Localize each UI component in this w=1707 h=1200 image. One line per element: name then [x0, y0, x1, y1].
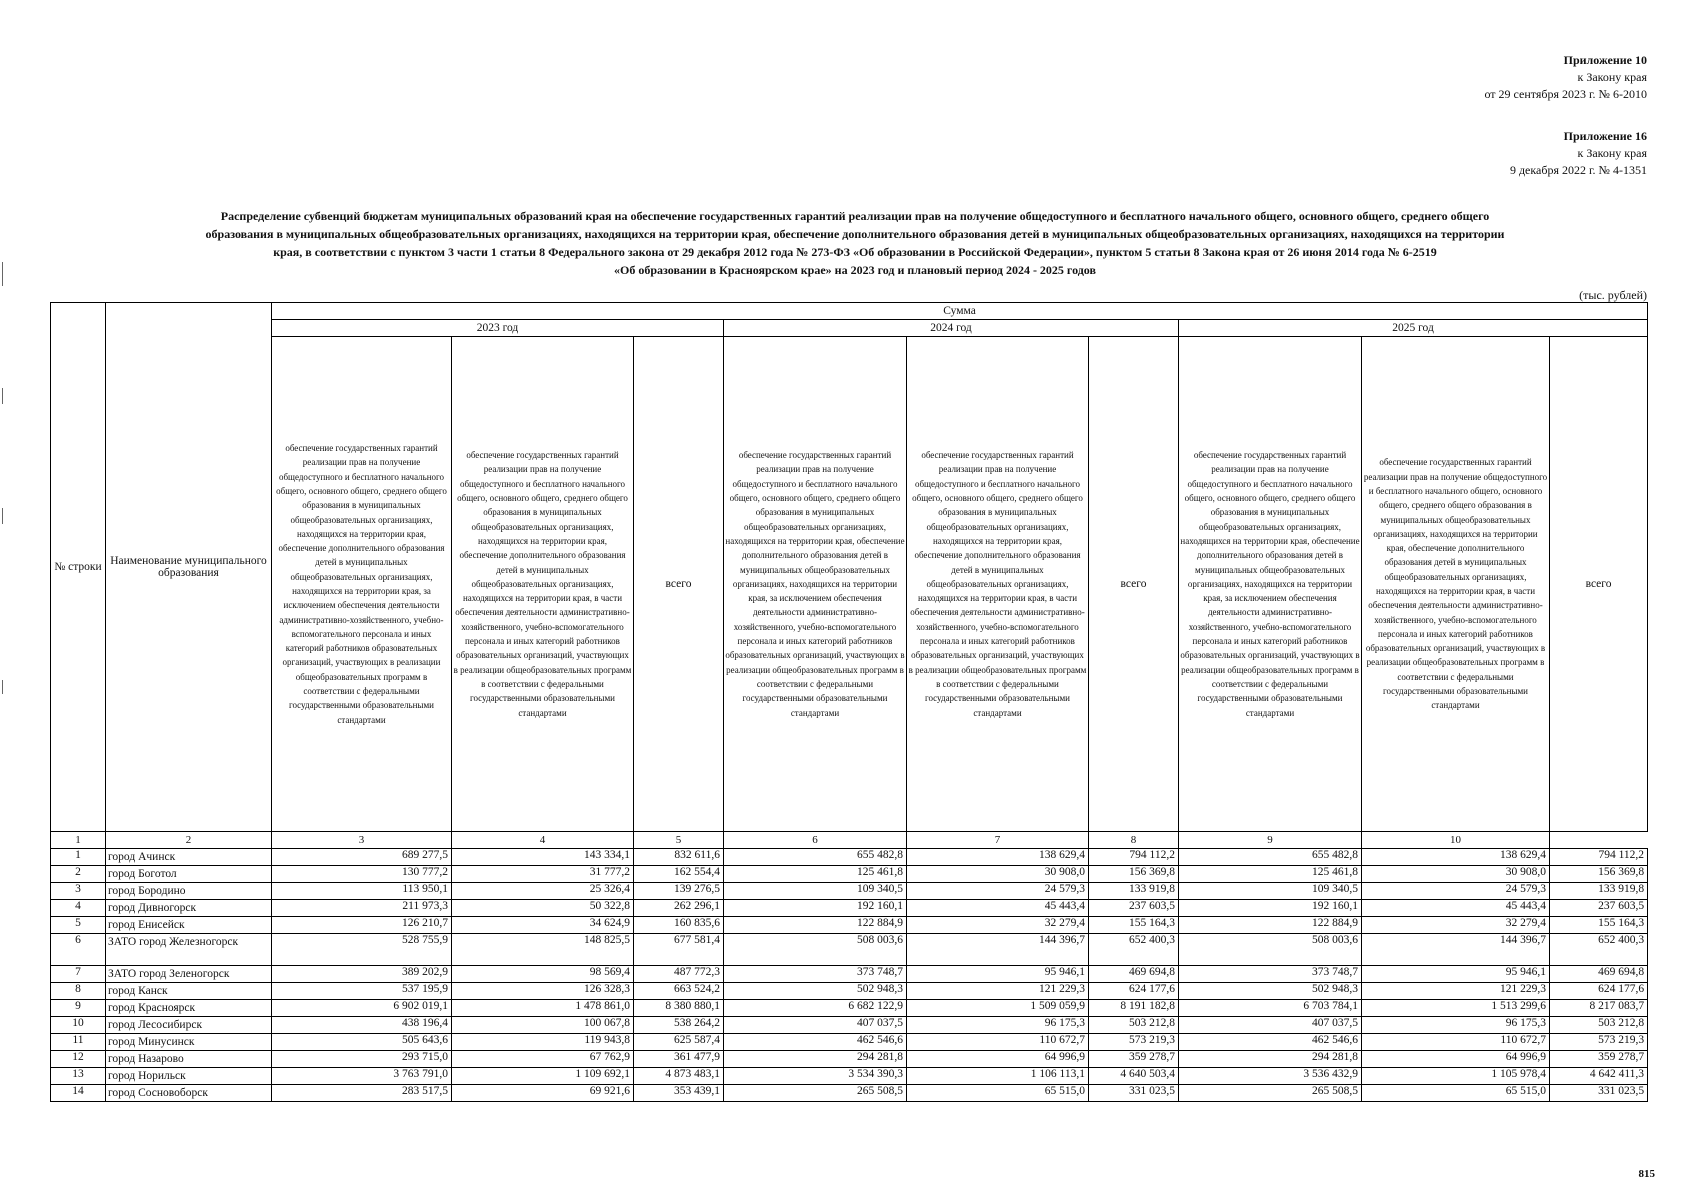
amount-cell: 502 948,3 — [724, 983, 907, 1000]
amount-cell: 95 946,1 — [1362, 966, 1550, 983]
header-total: всего — [634, 337, 724, 832]
amount-cell: 389 202,9 — [272, 966, 452, 983]
municipality-name-cell: город Дивногорск — [106, 900, 272, 917]
header-municipality-name: Наименование муниципального образования — [106, 303, 272, 832]
units-label: (тыс. рублей) — [1579, 288, 1647, 302]
table-row — [51, 1017, 1648, 1034]
amount-cell: 138 629,4 — [907, 849, 1089, 866]
amount-cell: 192 160,1 — [1179, 900, 1362, 917]
amount-cell: 655 482,8 — [724, 849, 907, 866]
scan-margin-mark — [2, 680, 3, 694]
amount-cell: 4 640 503,4 — [1089, 1068, 1179, 1085]
amount-cell: 24 579,3 — [907, 883, 1089, 900]
amount-cell: 8 380 880,1 — [634, 1000, 724, 1017]
amount-cell: 663 524,2 — [634, 983, 724, 1000]
amount-cell: 283 517,5 — [272, 1085, 452, 1102]
amount-cell: 122 884,9 — [724, 917, 907, 934]
header-desc-partial: обеспечение государственных гарантий реализации прав на получение общедоступного и бесплатного начального общего, основного общего, среднего общего образования в муниципальных общеобразовательных организациях, находящихся на территории края, обеспечение дополнительного образования детей в муниципальных общеобразовательных организациях, находящихся на территории края, в части обеспечения деятельности административно-хозяйственного, учебно-вспомогательного персонала и иных категорий работников образовательных организаций, участвующих в реализации общеобразовательных программ в соответствии с федеральными государственными образовательными стандартами — [1362, 337, 1550, 832]
appendix-title: Приложение 16 — [1563, 129, 1647, 143]
table-row — [51, 866, 1648, 883]
amount-cell: 155 164,3 — [1550, 917, 1648, 934]
header-total: всего — [1550, 337, 1648, 832]
amount-cell: 528 755,9 — [272, 934, 452, 966]
appendix-date: от 29 сентября 2023 г. № 6-2010 — [1484, 87, 1647, 101]
amount-cell: 832 611,6 — [634, 849, 724, 866]
header-year-2024: 2024 год — [724, 320, 1179, 337]
amount-cell: 794 112,2 — [1089, 849, 1179, 866]
amount-cell: 1 106 113,1 — [907, 1068, 1089, 1085]
municipality-name-cell: город Лесосибирск — [106, 1017, 272, 1034]
appendix-law-ref: к Закону края — [1577, 146, 1647, 160]
header-desc-excluding: обеспечение государственных гарантий реализации прав на получение общедоступного и бесплатного начального общего, основного общего, среднего общего образования в муниципальных общеобразовательных организациях, находящихся на территории края, обеспечение дополнительного образования детей в муниципальных общеобразовательных организациях, находящихся на территории края, за исключением обеспечения деятельности административно-хозяйственного, учебно-вспомогательного персонала и иных категорий работников образовательных организаций, участвующих в реализации общеобразовательных программ в соответствии с федеральными государственными образовательными стандартами — [272, 337, 452, 832]
amount-cell: 537 195,9 — [272, 983, 452, 1000]
amount-cell: 96 175,3 — [1362, 1017, 1550, 1034]
amount-cell: 64 996,9 — [1362, 1051, 1550, 1068]
table-row — [51, 1051, 1648, 1068]
amount-cell: 1 513 299,6 — [1362, 1000, 1550, 1017]
amount-cell: 487 772,3 — [634, 966, 724, 983]
amount-cell: 133 919,8 — [1089, 883, 1179, 900]
amount-cell: 95 946,1 — [907, 966, 1089, 983]
table-row — [51, 883, 1648, 900]
amount-cell: 353 439,1 — [634, 1085, 724, 1102]
amount-cell: 130 777,2 — [272, 866, 452, 883]
amount-cell: 64 996,9 — [907, 1051, 1089, 1068]
municipality-name-cell: город Красноярск — [106, 1000, 272, 1017]
row-number-cell: 12 — [51, 1051, 106, 1068]
column-index-cell: 3 — [272, 832, 452, 849]
amount-cell: 126 328,3 — [452, 983, 634, 1000]
amount-cell: 331 023,5 — [1089, 1085, 1179, 1102]
document-title-line: края, в соответствии с пунктом 3 части 1 статьи 8 Федерального закона от 29 декабря 2012 года № 273-ФЗ «Об образовании в Российской Федерации», пунктом 5 статьи 8 Закона края от 26 июня 2014 года № 6-2519 — [273, 245, 1437, 259]
amount-cell: 8 191 182,8 — [1089, 1000, 1179, 1017]
document-title — [70, 207, 1640, 279]
column-index-cell: 8 — [1089, 832, 1179, 849]
amount-cell: 122 884,9 — [1179, 917, 1362, 934]
amount-cell: 265 508,5 — [1179, 1085, 1362, 1102]
row-number-cell: 4 — [51, 900, 106, 917]
amount-cell: 503 212,8 — [1089, 1017, 1179, 1034]
amount-cell: 4 873 483,1 — [634, 1068, 724, 1085]
amount-cell: 359 278,7 — [1089, 1051, 1179, 1068]
amount-cell: 373 748,7 — [1179, 966, 1362, 983]
amount-cell: 192 160,1 — [724, 900, 907, 917]
amount-cell: 30 908,0 — [1362, 866, 1550, 883]
row-number-cell: 2 — [51, 866, 106, 883]
amount-cell: 438 196,4 — [272, 1017, 452, 1034]
amount-cell: 25 326,4 — [452, 883, 634, 900]
amount-cell: 1 509 059,9 — [907, 1000, 1089, 1017]
appendix-law-ref: к Закону края — [1577, 70, 1647, 84]
amount-cell: 32 279,4 — [1362, 917, 1550, 934]
amount-cell: 794 112,2 — [1550, 849, 1648, 866]
amount-cell: 125 461,8 — [1179, 866, 1362, 883]
amount-cell: 505 643,6 — [272, 1034, 452, 1051]
amount-cell: 655 482,8 — [1179, 849, 1362, 866]
table-row — [51, 900, 1648, 917]
amount-cell: 110 672,7 — [1362, 1034, 1550, 1051]
amount-cell: 121 229,3 — [1362, 983, 1550, 1000]
amount-cell: 508 003,6 — [724, 934, 907, 966]
amount-cell: 65 515,0 — [907, 1085, 1089, 1102]
amount-cell: 6 902 019,1 — [272, 1000, 452, 1017]
amount-cell: 211 973,3 — [272, 900, 452, 917]
amount-cell: 24 579,3 — [1362, 883, 1550, 900]
amount-cell: 100 067,8 — [452, 1017, 634, 1034]
municipality-name-cell: город Боготол — [106, 866, 272, 883]
amount-cell: 538 264,2 — [634, 1017, 724, 1034]
amount-cell: 133 919,8 — [1550, 883, 1648, 900]
amount-cell: 156 369,8 — [1089, 866, 1179, 883]
appendix-date: 9 декабря 2022 г. № 4-1351 — [1509, 163, 1647, 177]
amount-cell: 109 340,5 — [1179, 883, 1362, 900]
amount-cell: 139 276,5 — [634, 883, 724, 900]
amount-cell: 96 175,3 — [907, 1017, 1089, 1034]
amount-cell: 31 777,2 — [452, 866, 634, 883]
amount-cell: 4 642 411,3 — [1550, 1068, 1648, 1085]
amount-cell: 160 835,6 — [634, 917, 724, 934]
header-sum: Сумма — [272, 303, 1648, 320]
amount-cell: 148 825,5 — [452, 934, 634, 966]
table-row — [51, 917, 1648, 934]
municipality-name-cell: город Норильск — [106, 1068, 272, 1085]
amount-cell: 45 443,4 — [907, 900, 1089, 917]
amount-cell: 331 023,5 — [1550, 1085, 1648, 1102]
amount-cell: 624 177,6 — [1550, 983, 1648, 1000]
column-index-cell: 6 — [724, 832, 907, 849]
amount-cell: 113 950,1 — [272, 883, 452, 900]
amount-cell: 119 943,8 — [452, 1034, 634, 1051]
amount-cell: 50 322,8 — [452, 900, 634, 917]
document-title-line: образования в муниципальных общеобразовательных организациях, находящихся на территории края, обеспечение дополнительного образования детей в муниципальных общеобразовательных организациях, находящихся на территории — [205, 227, 1505, 241]
document-title-line: Распределение субвенций бюджетам муниципальных образований края на обеспечение государственных гарантий реализации прав на получение общедоступного и бесплатного начального общего, основного общего, среднего общего — [220, 209, 1490, 223]
amount-cell: 156 369,8 — [1550, 866, 1648, 883]
column-index-cell: 9 — [1179, 832, 1362, 849]
amount-cell: 3 534 390,3 — [724, 1068, 907, 1085]
amount-cell: 144 396,7 — [907, 934, 1089, 966]
amount-cell: 110 672,7 — [907, 1034, 1089, 1051]
table-row — [51, 1034, 1648, 1051]
appendix-title: Приложение 10 — [1563, 53, 1647, 67]
row-number-cell: 5 — [51, 917, 106, 934]
municipality-name-cell: город Канск — [106, 983, 272, 1000]
column-index-cell: 4 — [452, 832, 634, 849]
header-total: всего — [1089, 337, 1179, 832]
amount-cell: 361 477,9 — [634, 1051, 724, 1068]
appendix-header-current — [1484, 52, 1647, 103]
amount-cell: 462 546,6 — [1179, 1034, 1362, 1051]
amount-cell: 689 277,5 — [272, 849, 452, 866]
amount-cell: 625 587,4 — [634, 1034, 724, 1051]
amount-cell: 143 334,1 — [452, 849, 634, 866]
amount-cell: 407 037,5 — [1179, 1017, 1362, 1034]
amount-cell: 69 921,6 — [452, 1085, 634, 1102]
amount-cell: 162 554,4 — [634, 866, 724, 883]
row-number-cell: 14 — [51, 1085, 106, 1102]
amount-cell: 262 296,1 — [634, 900, 724, 917]
table-row — [51, 1085, 1648, 1102]
municipality-name-cell: город Назарово — [106, 1051, 272, 1068]
amount-cell: 573 219,3 — [1550, 1034, 1648, 1051]
amount-cell: 503 212,8 — [1550, 1017, 1648, 1034]
amount-cell: 32 279,4 — [907, 917, 1089, 934]
row-number-cell: 10 — [51, 1017, 106, 1034]
amount-cell: 677 581,4 — [634, 934, 724, 966]
row-number-cell: 9 — [51, 1000, 106, 1017]
row-number-cell: 13 — [51, 1068, 106, 1085]
amount-cell: 265 508,5 — [724, 1085, 907, 1102]
column-index-row — [51, 832, 1648, 849]
amount-cell: 144 396,7 — [1362, 934, 1550, 966]
amount-cell: 1 478 861,0 — [452, 1000, 634, 1017]
header-desc-partial: обеспечение государственных гарантий реализации прав на получение общедоступного и бесплатного начального общего, основного общего, среднего общего образования в муниципальных общеобразовательных организациях, находящихся на территории края, обеспечение дополнительного образования детей в муниципальных общеобразовательных организациях, находящихся на территории края, в части обеспечения деятельности административно-хозяйственного, учебно-вспомогательного персонала и иных категорий работников образовательных организаций, участвующих в реализации общеобразовательных программ в соответствии с федеральными государственными образовательными стандартами — [907, 337, 1089, 832]
row-number-cell: 3 — [51, 883, 106, 900]
amount-cell: 624 177,6 — [1089, 983, 1179, 1000]
municipality-name-cell: город Минусинск — [106, 1034, 272, 1051]
row-number-cell: 11 — [51, 1034, 106, 1051]
municipality-name-cell: ЗАТО город Зеленогорск — [106, 966, 272, 983]
column-index-cell: 1 — [51, 832, 106, 849]
amount-cell: 126 210,7 — [272, 917, 452, 934]
amount-cell: 155 164,3 — [1089, 917, 1179, 934]
row-number-cell: 1 — [51, 849, 106, 866]
header-row-number: № строки — [51, 303, 106, 832]
municipality-name-cell: ЗАТО город Железногорск — [106, 934, 272, 966]
amount-cell: 8 217 083,7 — [1550, 1000, 1648, 1017]
document-title-line: «Об образовании в Красноярском крае» на 2023 год и плановый период 2024 - 2025 годов — [614, 263, 1096, 277]
amount-cell: 359 278,7 — [1550, 1051, 1648, 1068]
row-number-cell: 7 — [51, 966, 106, 983]
header-desc-excluding: обеспечение государственных гарантий реализации прав на получение общедоступного и бесплатного начального общего, основного общего, среднего общего образования в муниципальных общеобразовательных организациях, находящихся на территории края, обеспечение дополнительного образования детей в муниципальных общеобразовательных организациях, находящихся на территории края, за исключением обеспечения деятельности административно-хозяйственного, учебно-вспомогательного персонала и иных категорий работников образовательных организаций, участвующих в реализации общеобразовательных программ в соответствии с федеральными государственными образовательными стандартами — [724, 337, 907, 832]
amount-cell: 65 515,0 — [1362, 1085, 1550, 1102]
amount-cell: 237 603,5 — [1550, 900, 1648, 917]
scan-margin-mark — [2, 262, 3, 286]
amount-cell: 34 624,9 — [452, 917, 634, 934]
amount-cell: 508 003,6 — [1179, 934, 1362, 966]
row-number-cell: 8 — [51, 983, 106, 1000]
header-year-2025: 2025 год — [1179, 320, 1648, 337]
amount-cell: 407 037,5 — [724, 1017, 907, 1034]
amount-cell: 1 105 978,4 — [1362, 1068, 1550, 1085]
appendix-header-original — [1510, 128, 1647, 179]
amount-cell: 652 400,3 — [1089, 934, 1179, 966]
amount-cell: 30 908,0 — [907, 866, 1089, 883]
amount-cell: 98 569,4 — [452, 966, 634, 983]
table-row — [51, 983, 1648, 1000]
header-desc-partial: обеспечение государственных гарантий реализации прав на получение общедоступного и бесплатного начального общего, основного общего, среднего общего образования в муниципальных общеобразовательных организациях, находящихся на территории края, обеспечение дополнительного образования детей в муниципальных общеобразовательных организациях, находящихся на территории края, в части обеспечения деятельности административно-хозяйственного, учебно-вспомогательного персонала и иных категорий работников образовательных организаций, участвующих в реализации общеобразовательных программ в соответствии с федеральными государственными образовательными стандартами — [452, 337, 634, 832]
table-row — [51, 1000, 1648, 1017]
column-index-cell: 7 — [907, 832, 1089, 849]
column-index-cell: 5 — [634, 832, 724, 849]
amount-cell: 6 703 784,1 — [1179, 1000, 1362, 1017]
amount-cell: 294 281,8 — [724, 1051, 907, 1068]
amount-cell: 469 694,8 — [1550, 966, 1648, 983]
amount-cell: 462 546,6 — [724, 1034, 907, 1051]
table-row — [51, 849, 1648, 866]
municipality-name-cell: город Енисейск — [106, 917, 272, 934]
amount-cell: 125 461,8 — [724, 866, 907, 883]
amount-cell: 3 763 791,0 — [272, 1068, 452, 1085]
amount-cell: 294 281,8 — [1179, 1051, 1362, 1068]
subvention-table — [50, 302, 1648, 1102]
amount-cell: 3 536 432,9 — [1179, 1068, 1362, 1085]
amount-cell: 138 629,4 — [1362, 849, 1550, 866]
header-desc-excluding: обеспечение государственных гарантий реализации прав на получение общедоступного и бесплатного начального общего, основного общего, среднего общего образования в муниципальных общеобразовательных организациях, находящихся на территории края, обеспечение дополнительного образования детей в муниципальных общеобразовательных организациях, находящихся на территории края, за исключением обеспечения деятельности административно-хозяйственного, учебно-вспомогательного персонала и иных категорий работников образовательных организаций, участвующих в реализации общеобразовательных программ в соответствии с федеральными государственными образовательными стандартами — [1179, 337, 1362, 832]
amount-cell: 45 443,4 — [1362, 900, 1550, 917]
amount-cell: 237 603,5 — [1089, 900, 1179, 917]
scan-margin-mark — [2, 388, 3, 404]
amount-cell: 652 400,3 — [1550, 934, 1648, 966]
municipality-name-cell: город Сосновоборск — [106, 1085, 272, 1102]
amount-cell: 469 694,8 — [1089, 966, 1179, 983]
amount-cell: 109 340,5 — [724, 883, 907, 900]
amount-cell: 293 715,0 — [272, 1051, 452, 1068]
municipality-name-cell: город Бородино — [106, 883, 272, 900]
amount-cell: 121 229,3 — [907, 983, 1089, 1000]
page-number: 815 — [1638, 1168, 1655, 1180]
amount-cell: 573 219,3 — [1089, 1034, 1179, 1051]
amount-cell: 373 748,7 — [724, 966, 907, 983]
header-year-2023: 2023 год — [272, 320, 724, 337]
row-number-cell: 6 — [51, 934, 106, 966]
table-row — [51, 966, 1648, 983]
scan-margin-mark — [2, 508, 3, 524]
column-index-cell: 10 — [1362, 832, 1550, 849]
table-row — [51, 934, 1648, 966]
amount-cell: 67 762,9 — [452, 1051, 634, 1068]
amount-cell: 1 109 692,1 — [452, 1068, 634, 1085]
table-row — [51, 1068, 1648, 1085]
amount-cell: 6 682 122,9 — [724, 1000, 907, 1017]
municipality-name-cell: город Ачинск — [106, 849, 272, 866]
amount-cell: 502 948,3 — [1179, 983, 1362, 1000]
column-index-cell: 2 — [106, 832, 272, 849]
